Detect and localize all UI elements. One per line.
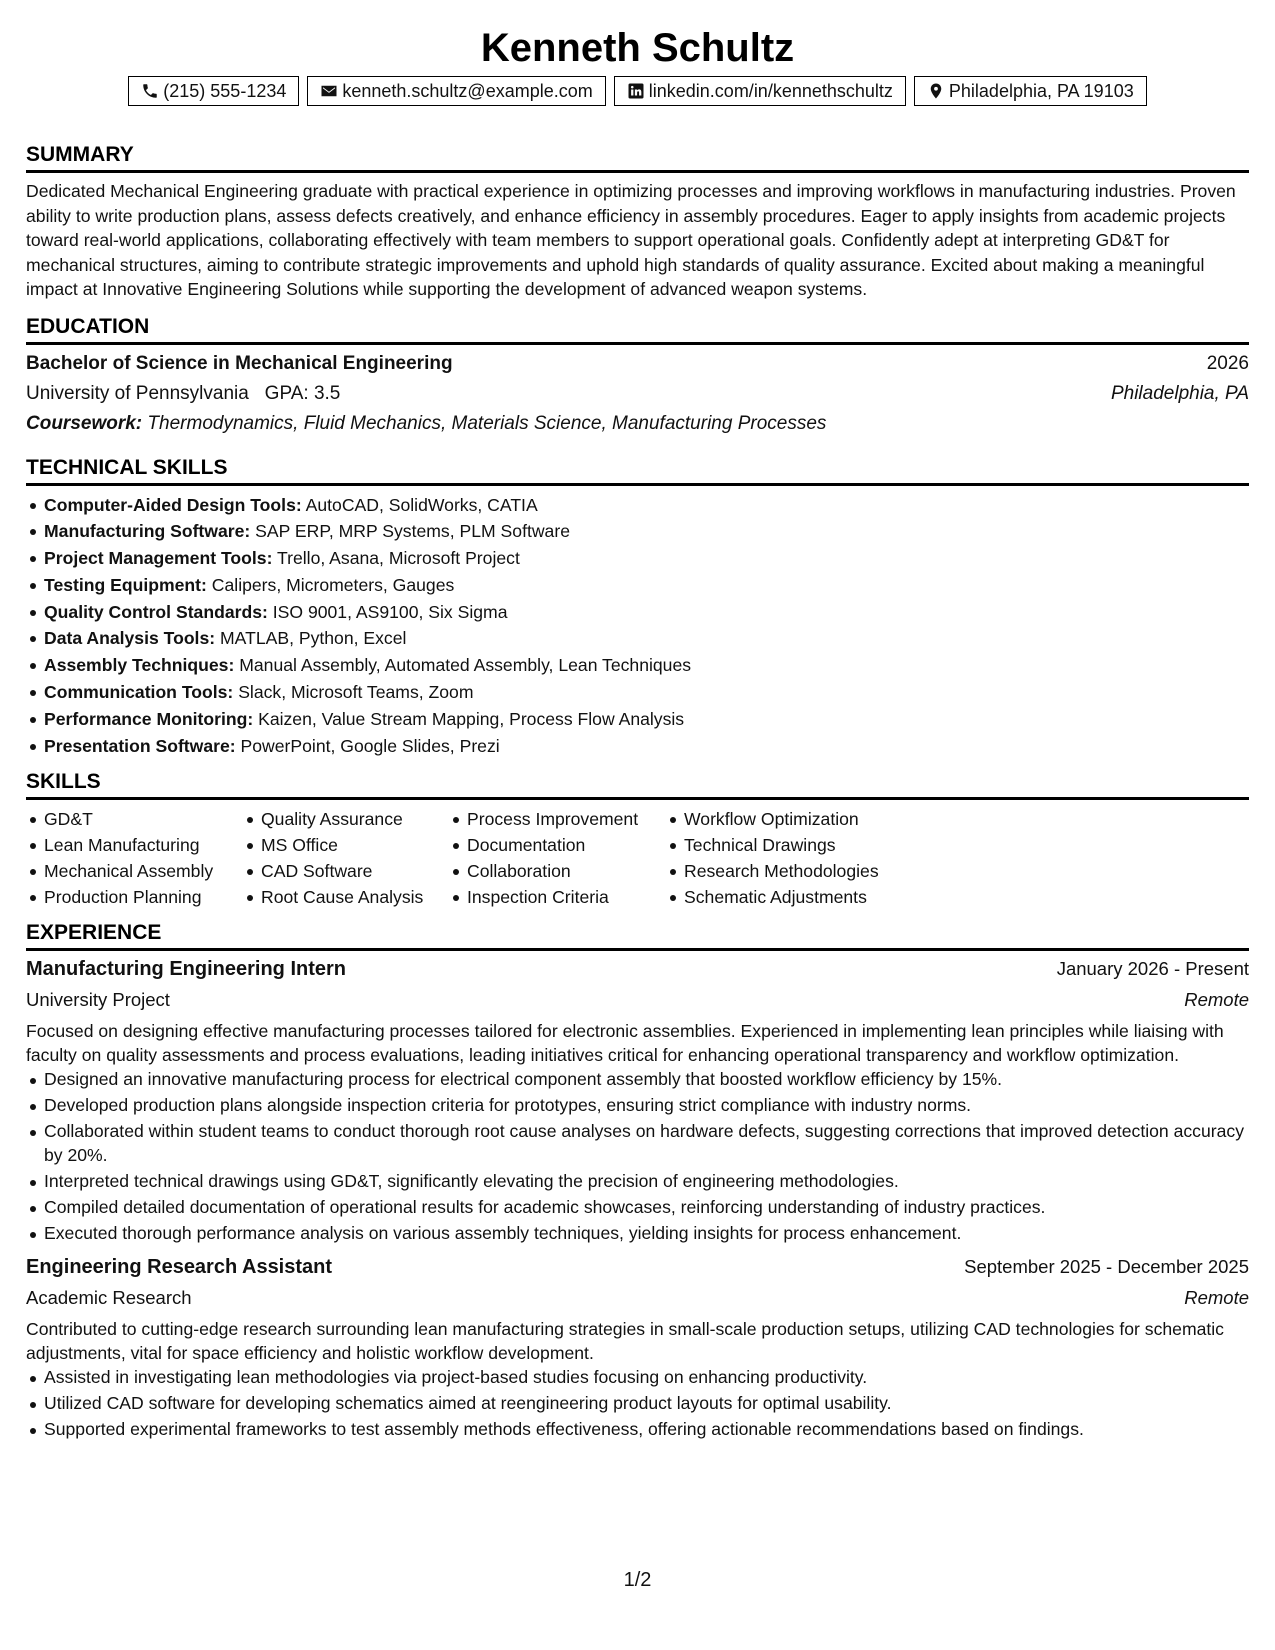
school-info — [26, 379, 340, 409]
job-bullet: Compiled detailed documentation of operational results for academic showcases, reinforcing understanding of industry practices. — [26, 1195, 1249, 1219]
job-description: Focused on designing effective manufacturing processes tailored for electronic assemblies. Experienced in implementing lean principles while liaising with faculty on quality assessments and process evaluations, leading initiatives critical for enhancing operational transparency and workflow optimization. — [26, 1021, 1224, 1066]
job-description: Contributed to cutting-edge research surrounding lean manufacturing strategies in small-scale production setups, utilizing CAD technologies for schematic adjustments, vital for space efficiency and holistic workflow development. — [26, 1319, 1224, 1364]
skills-column — [26, 806, 243, 910]
technical-skill-item: Project Management Tools: Trello, Asana, Microsoft Project — [26, 545, 1249, 572]
technical-skill-item: Presentation Software: PowerPoint, Google Slides, Prezi — [26, 733, 1249, 760]
phone-icon — [141, 82, 159, 100]
school-name: University of Pennsylvania — [26, 382, 249, 404]
job-bullet: Developed production plans alongside inspection criteria for prototypes, ensuring strict compliance with industry norms. — [26, 1093, 1249, 1117]
skill-item: Lean Manufacturing — [26, 832, 243, 858]
skills-column — [666, 806, 926, 910]
skill-item: Root Cause Analysis — [243, 884, 449, 910]
skills-grid — [26, 806, 1249, 910]
skill-item: Research Methodologies — [666, 858, 926, 884]
contact-bar — [26, 76, 1249, 106]
skills-section — [26, 769, 1249, 910]
education-heading: EDUCATION — [26, 314, 1249, 345]
technical-skills-section — [26, 455, 1249, 760]
contact-phone — [128, 76, 299, 106]
email-link[interactable]: kenneth.schultz@example.com — [342, 81, 593, 101]
skill-item: Inspection Criteria — [449, 884, 666, 910]
skill-item: CAD Software — [243, 858, 449, 884]
job-location: Remote — [1184, 989, 1249, 1011]
skill-item: Technical Drawings — [666, 832, 926, 858]
candidate-name: Kenneth Schultz — [480, 26, 795, 70]
technical-skill-item: Computer-Aided Design Tools: AutoCAD, SolidWorks, CATIA — [26, 492, 1249, 519]
job-bullet: Collaborated within student teams to conduct thorough root cause analyses on hardware defects, suggesting corrections that improved detection accuracy by 20%. — [26, 1119, 1249, 1167]
skills-heading: SKILLS — [26, 769, 1249, 800]
technical-skill-item: Manufacturing Software: SAP ERP, MRP Systems, PLM Software — [26, 518, 1249, 545]
coursework — [26, 409, 1249, 439]
technical-skills-list — [26, 492, 1249, 760]
skills-column — [449, 806, 666, 910]
skill-item: Documentation — [449, 832, 666, 858]
graduation-date: 2026 — [1206, 352, 1249, 374]
skill-item: Process Improvement — [449, 806, 666, 832]
location-text: Philadelphia, PA 19103 — [948, 81, 1134, 101]
job-title: Engineering Research Assistant — [26, 1256, 333, 1279]
contact-linkedin — [614, 76, 906, 106]
education-section — [26, 314, 1249, 439]
job-bullet: Executed thorough performance analysis on various assembly techniques, yielding insights for process enhancement. — [26, 1221, 1249, 1245]
envelope-icon — [320, 82, 338, 100]
job-bullet: Designed an innovative manufacturing process for electrical component assembly that boosted workflow efficiency by 15%. — [26, 1067, 1249, 1091]
skills-column — [243, 806, 449, 910]
technical-skill-item: Communication Tools: Slack, Microsoft Teams, Zoom — [26, 679, 1249, 706]
technical-skill-item: Quality Control Standards: ISO 9001, AS9100, Six Sigma — [26, 599, 1249, 626]
job-entry — [26, 953, 1249, 1245]
job-date: September 2025 - December 2025 — [964, 1256, 1249, 1278]
summary-heading: SUMMARY — [26, 142, 1249, 173]
summary-section — [26, 142, 1249, 302]
skill-item: GD&T — [26, 806, 243, 832]
resume-content — [26, 22, 1249, 1443]
job-organization: Academic Research — [26, 1287, 192, 1309]
job-bullet: Interpreted technical drawings using GD&T, significantly elevating the precision of engineering methodologies. — [26, 1169, 1249, 1193]
coursework-list: Thermodynamics, Fluid Mechanics, Materials Science, Manufacturing Processes — [147, 412, 827, 434]
job-organization: University Project — [26, 989, 170, 1011]
school-location: Philadelphia, PA — [1110, 382, 1249, 404]
experience-heading: EXPERIENCE — [26, 920, 1249, 951]
contact-location — [914, 76, 1147, 106]
job-bullets — [26, 1365, 1249, 1441]
skill-item: Collaboration — [449, 858, 666, 884]
job-bullet: Supported experimental frameworks to test assembly methods effectiveness, offering actionable recommendations based on findings. — [26, 1417, 1249, 1441]
summary-text: Dedicated Mechanical Engineering graduate with practical experience in optimizing processes and improving workflows in manufacturing industries. Proven ability to write production plans, assess defects creatively, and enhance efficiency in assembly procedures. Eager to apply insights from academic projects toward real-world applications, collaborating effectively with team members to support operational goals. Confidently adept at interpreting GD&T for mechanical structures, aiming to contribute strategic improvements and uphold high standards of quality assurance. Excited about making a meaningful impact at Innovative Engineering Solutions while supporting the development of advanced weapon systems. — [26, 181, 1236, 299]
skill-item: Schematic Adjustments — [666, 884, 926, 910]
technical-skill-item: Performance Monitoring: Kaizen, Value Stream Mapping, Process Flow Analysis — [26, 706, 1249, 733]
coursework-label: Coursework: — [26, 412, 143, 434]
job-bullet: Utilized CAD software for developing schematics aimed at reengineering product layouts for optimal usability. — [26, 1391, 1249, 1415]
map-pin-icon — [927, 82, 945, 100]
skill-item: Quality Assurance — [243, 806, 449, 832]
skill-item: MS Office — [243, 832, 449, 858]
technical-skills-heading: TECHNICAL SKILLS — [26, 455, 1249, 486]
linkedin-link[interactable]: linkedin.com/in/kennethschultz — [648, 81, 893, 101]
job-bullets — [26, 1067, 1249, 1245]
technical-skill-item: Assembly Techniques: Manual Assembly, Automated Assembly, Lean Techniques — [26, 652, 1249, 679]
skill-item: Workflow Optimization — [666, 806, 926, 832]
job-title: Manufacturing Engineering Intern — [26, 958, 347, 981]
skill-item: Mechanical Assembly — [26, 858, 243, 884]
experience-section — [26, 920, 1249, 1441]
job-bullet: Assisted in investigating lean methodologies via project-based studies focusing on enhancing productivity. — [26, 1365, 1249, 1389]
job-date: January 2026 - Present — [1056, 958, 1249, 980]
job-location: Remote — [1184, 1287, 1249, 1309]
technical-skill-item: Data Analysis Tools: MATLAB, Python, Excel — [26, 625, 1249, 652]
degree-title: Bachelor of Science in Mechanical Engineering — [26, 352, 453, 374]
technical-skill-item: Testing Equipment: Calipers, Micrometers, Gauges — [26, 572, 1249, 599]
page-number: 1/2 — [623, 1569, 652, 1591]
gpa: GPA: 3.5 — [264, 382, 341, 404]
job-entry — [26, 1251, 1249, 1441]
phone-text[interactable]: (215) 555-1234 — [163, 81, 287, 101]
linkedin-icon — [627, 82, 645, 100]
contact-email — [307, 76, 605, 106]
skill-item: Production Planning — [26, 884, 243, 910]
